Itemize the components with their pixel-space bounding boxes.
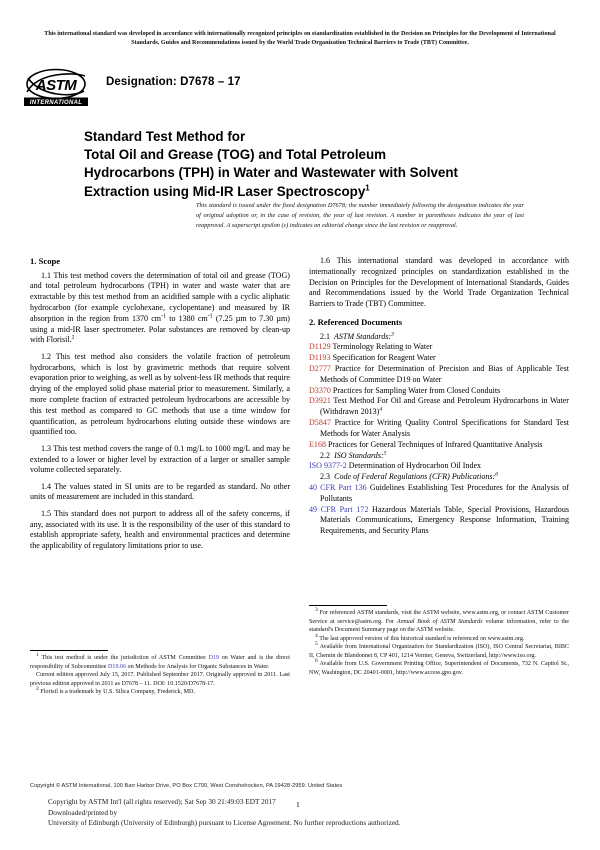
- stamp-line-3: University of Edinburgh (University of Edinburgh) pursuant to License Agreement. No further reproductions authorized.: [48, 818, 401, 828]
- issue-note: This standard is issued under the fixed designation D7678; the number immediately following the designation indicates the year of original adoption or, in the case of revision, the year of last revision. A number in parentheses indicates the year of last reapproval. A superscript epsilon (ε) indicates an editorial change since the last revision or reapproval.: [196, 202, 524, 230]
- subhead-text: Code of Federal Regulations (CFR) Publications:: [334, 472, 496, 482]
- para-number: 1.4: [41, 481, 52, 491]
- para-number: 1.5: [41, 508, 52, 518]
- stamp-line-2: Downloaded/printed by: [48, 807, 118, 817]
- footnote-marker: 2: [36, 686, 39, 693]
- title-line-2: Total Oil and Grease (TOG) and Total Petroleum: [84, 147, 387, 163]
- footnote-text: For referenced ASTM standards, visit the ASTM website, www.astm.org, or contact ASTM Customer Service at service@astm.org. For: [309, 610, 569, 625]
- footnote-text: The last approved version of this historical standard is referenced on www.astm.org.: [319, 635, 525, 642]
- subhead-number: 2.2: [320, 450, 331, 460]
- title-line-3: Hydrocarbons (TPH) in Water and Wastewater with Solvent: [84, 165, 458, 181]
- subhead-text: ASTM Standards:: [333, 331, 392, 341]
- list-item[interactable]: [309, 342, 569, 353]
- title-footnote-marker: 1: [365, 183, 370, 193]
- standard-designation[interactable]: ISO 9377-2: [309, 461, 347, 471]
- footnote-ref-2: 2: [71, 334, 75, 341]
- footnote-5: [309, 643, 569, 660]
- iso-standards-subheading: [309, 451, 569, 462]
- committee-link-d19[interactable]: D19: [208, 655, 219, 661]
- standard-designation[interactable]: 40 CFR Part 136: [309, 482, 367, 492]
- footnote-divider: [30, 650, 108, 651]
- standard-designation[interactable]: D3370: [309, 385, 331, 395]
- footnote-divider: [309, 605, 387, 606]
- left-footnotes: [30, 650, 290, 697]
- footnote-ref-3: 3: [391, 330, 394, 337]
- cfr-subheading: [309, 472, 569, 483]
- scope-heading: 1. Scope: [30, 256, 61, 266]
- right-footnotes: [309, 605, 569, 677]
- scope-paragraph-1-5: [30, 509, 290, 552]
- standard-designation[interactable]: 49 CFR Part 172: [309, 504, 369, 514]
- para-text: This test method covers the range of 0.1 mg/L to 1000 mg/L and may be extended to a lower or higher level by extraction of a larger or smaller sample volume collected separately.: [30, 443, 291, 475]
- para-text-cont: to 1380 cm: [166, 313, 208, 323]
- footnote-text: Florisil is a trademark by U.S. Silica Company, Frederick, MD.: [40, 689, 195, 696]
- page-number: 1: [296, 800, 300, 809]
- footnote-ref-4: 4: [379, 406, 383, 413]
- copyright-notice: Copyright © ASTM International, 100 Barr Harbor Drive, PO Box C700, West Conshohocken, PA 19428-2959. United States: [30, 783, 343, 789]
- footnote-marker: 1: [36, 651, 39, 658]
- footnote-3: [309, 606, 569, 635]
- standard-title: Practices for General Techniques of Infrared Quantitative Analysis: [328, 439, 543, 449]
- standard-title: Guidelines Establishing Test Procedures for the Analysis of Pollutants: [320, 482, 569, 503]
- scope-paragraph-1-6: [309, 256, 569, 310]
- footnote-text: Available from International Organization for Standardization (ISO), ISO Central Secretariat, BIBC II, Chemin de Blandonnet 8, CP 401, 1214 Vernier, Geneva, Switzerland, http://www.iso.org.: [309, 644, 570, 659]
- para-text: This standard does not purport to address all of the safety concerns, if any, associated with its use. It is the responsibility of the user of this standard to establish appropriate safety, health and environmental practices and determine the applicability of regulatory limitations prior to use.: [30, 508, 290, 551]
- subhead-number: 2.3: [320, 472, 331, 482]
- subhead-number: 2.1: [320, 331, 331, 341]
- footnote-6: [309, 660, 569, 677]
- svg-text:INTERNATIONAL: INTERNATIONAL: [29, 100, 83, 106]
- standard-title: Practice for Determination of Precision and Bias of Applicable Test Methods of Committee D19 on Water: [320, 364, 569, 384]
- astm-reference-list: [309, 342, 569, 450]
- standard-designation[interactable]: D1193: [309, 353, 331, 363]
- list-item[interactable]: [309, 418, 569, 440]
- list-item[interactable]: [309, 364, 569, 386]
- footnote-text: Available from U.S. Government Printing Office, Superintendent of Documents, 732 N. Capitol St., NW, Washington, DC 20401-0001, http://www.access.gpo.gov.: [309, 661, 570, 676]
- list-item[interactable]: [309, 353, 569, 364]
- right-column: [309, 256, 569, 537]
- footnote-text: This test method is under the jurisdiction of ASTM Committee: [41, 655, 209, 661]
- para-text: This test method also considers the volatile fraction of petroleum hydrocarbons, which is lost by gravimetric methods that require solvent evaporation prior to weighing, as well as by solvent-less IR methods that require drying of the employed solid phase material prior to measurement. Similarly, a more complete fraction of extracted petroleum hydrocarbons are accessible by this test method as compared to GC methods that use a time window for quantification, as petroleum hydrocarbons eluting outside these windows are quantified too.: [30, 351, 290, 437]
- footnote-ref-5: 5: [383, 449, 387, 456]
- standard-designation[interactable]: D1129: [309, 342, 331, 352]
- para-number: 1.6: [320, 256, 331, 265]
- standard-title: Specification for Reagent Water: [332, 353, 436, 363]
- scope-paragraph-1-4: [30, 482, 290, 504]
- astm-logo-icon: [22, 66, 90, 108]
- footnote-1: [30, 651, 291, 671]
- wto-notice: This international standard was developed in accordance with internationally recognized principles on standardization established in the Decision on Principles for the Development of International Standards, Guides and Recommendations issued by the World Trade Organization Technical Barriers to Trade (TBT) Committee.: [44, 31, 556, 47]
- left-column: [30, 256, 290, 552]
- designation-label: Designation: D7678 – 17: [106, 76, 241, 88]
- footnote-marker: 4: [315, 632, 318, 639]
- standard-designation[interactable]: E168: [309, 439, 326, 449]
- astm-standards-subheading: [309, 332, 569, 343]
- footnote-edition-info: Current edition approved July 15, 2017. Published September 2017. Originally approved in 2011. Last previous edition approved in 2011 as D7678 – 11. DOI: 10.1520/D7678-17.: [30, 672, 290, 687]
- stamp-line-1: Copyright by ASTM Int'l (all rights reserved); Sat Sep 30 21:49:03 EDT 2017: [48, 797, 276, 806]
- standard-title: Practices for Sampling Water from Closed Conduits: [332, 385, 501, 395]
- list-item[interactable]: [309, 396, 569, 418]
- logo-designation-row: [22, 66, 562, 110]
- footnote-marker: 3: [315, 606, 318, 613]
- footnote-marker: 5: [315, 641, 318, 648]
- standard-designation[interactable]: D3921: [309, 396, 331, 406]
- wavenumber-superscript-1: -1: [161, 313, 167, 320]
- footnote-text-end: volume information, refer to the standard's Document Summary page on the ASTM website.: [309, 618, 569, 634]
- footnote-ref-6: 6: [495, 471, 499, 478]
- wavenumber-superscript-2: -1: [207, 313, 213, 320]
- title-line-4: Extraction using Mid-IR Laser Spectroscopy: [84, 183, 366, 199]
- standard-title: Practice for Writing Quality Control Specifications for Standard Test Methods for Water Analysis: [320, 418, 569, 438]
- list-item[interactable]: [309, 483, 569, 505]
- para-text-end: (7.25 µm to 7.30 µm) using a mid-IR laser spectrometer. Polar substances are removed by clean-up with Florisil.: [30, 313, 290, 345]
- footnote-2: [30, 688, 290, 697]
- download-stamp: [48, 797, 568, 829]
- para-text: This test method covers the determination of total oil and grease (TOG) and total petroleum hydrocarbons (TPH) in water and waste water that are extractable by this test method from an acidified sample with a cyclic aliphatic hydrocarbon (for example cyclohexane, cyclopentane) and measured by IR absorption in the region from 1370 cm: [30, 270, 290, 323]
- para-number: 1.1: [41, 270, 52, 280]
- list-item[interactable]: [309, 461, 569, 472]
- footnote-marker: 6: [315, 658, 318, 665]
- footnote-text-end: on Methods for Analysis for Organic Substances in Water.: [126, 663, 270, 670]
- standard-title: Determination of Hydrocarbon Oil Index: [348, 461, 482, 471]
- scope-paragraph-1-2: [30, 352, 290, 439]
- footnote-4: [309, 632, 569, 644]
- para-text: The values stated in SI units are to be regarded as standard. No other units of measurement are included in this standard.: [30, 481, 290, 502]
- subhead-text: ISO Standards:: [334, 450, 384, 460]
- standard-title: Terminology Relating to Water: [332, 342, 433, 352]
- referenced-documents-heading: 2. Referenced Documents: [309, 317, 403, 328]
- title-line-1: Standard Test Method for: [84, 129, 246, 144]
- page-title: [84, 128, 524, 201]
- standard-title: Hazardous Materials Table, Special Provisions, Hazardous Materials Communications, Emergency Response Information, Training Requirements, and Security Plans: [320, 504, 569, 536]
- para-number: 1.2: [41, 351, 52, 361]
- subcommittee-link-d1906[interactable]: D19.06: [108, 663, 127, 670]
- standard-designation[interactable]: D5847: [309, 418, 331, 428]
- scope-paragraph-1-3: [30, 444, 290, 476]
- standard-title: Test Method For Oil and Grease and Petroleum Hydrocarbons in Water (Withdrawn 2013): [320, 396, 569, 417]
- iso-reference-list: [309, 461, 569, 472]
- list-item[interactable]: [309, 505, 569, 537]
- para-number: 1.3: [41, 443, 52, 453]
- scope-paragraph-1-1: [30, 271, 290, 347]
- footnote-text-cont: on Water and is the direct responsibility of Subcommittee: [30, 655, 291, 670]
- svg-text:ASTM: ASTM: [35, 77, 77, 94]
- list-item[interactable]: [309, 440, 569, 451]
- list-item[interactable]: [309, 386, 569, 397]
- standard-designation[interactable]: D2777: [309, 364, 331, 374]
- para-text: This international standard was developed in accordance with internationally recognized principles on standardization established in the Decision on Principles for the Development of International Standards, Guides and Recommendations issued by the World Trade Organization Technical Barriers to Trade (TBT) Committee.: [309, 256, 569, 309]
- footnote-italic-title: Annual Book of ASTM Standards: [396, 618, 483, 625]
- cfr-reference-list: [309, 483, 569, 537]
